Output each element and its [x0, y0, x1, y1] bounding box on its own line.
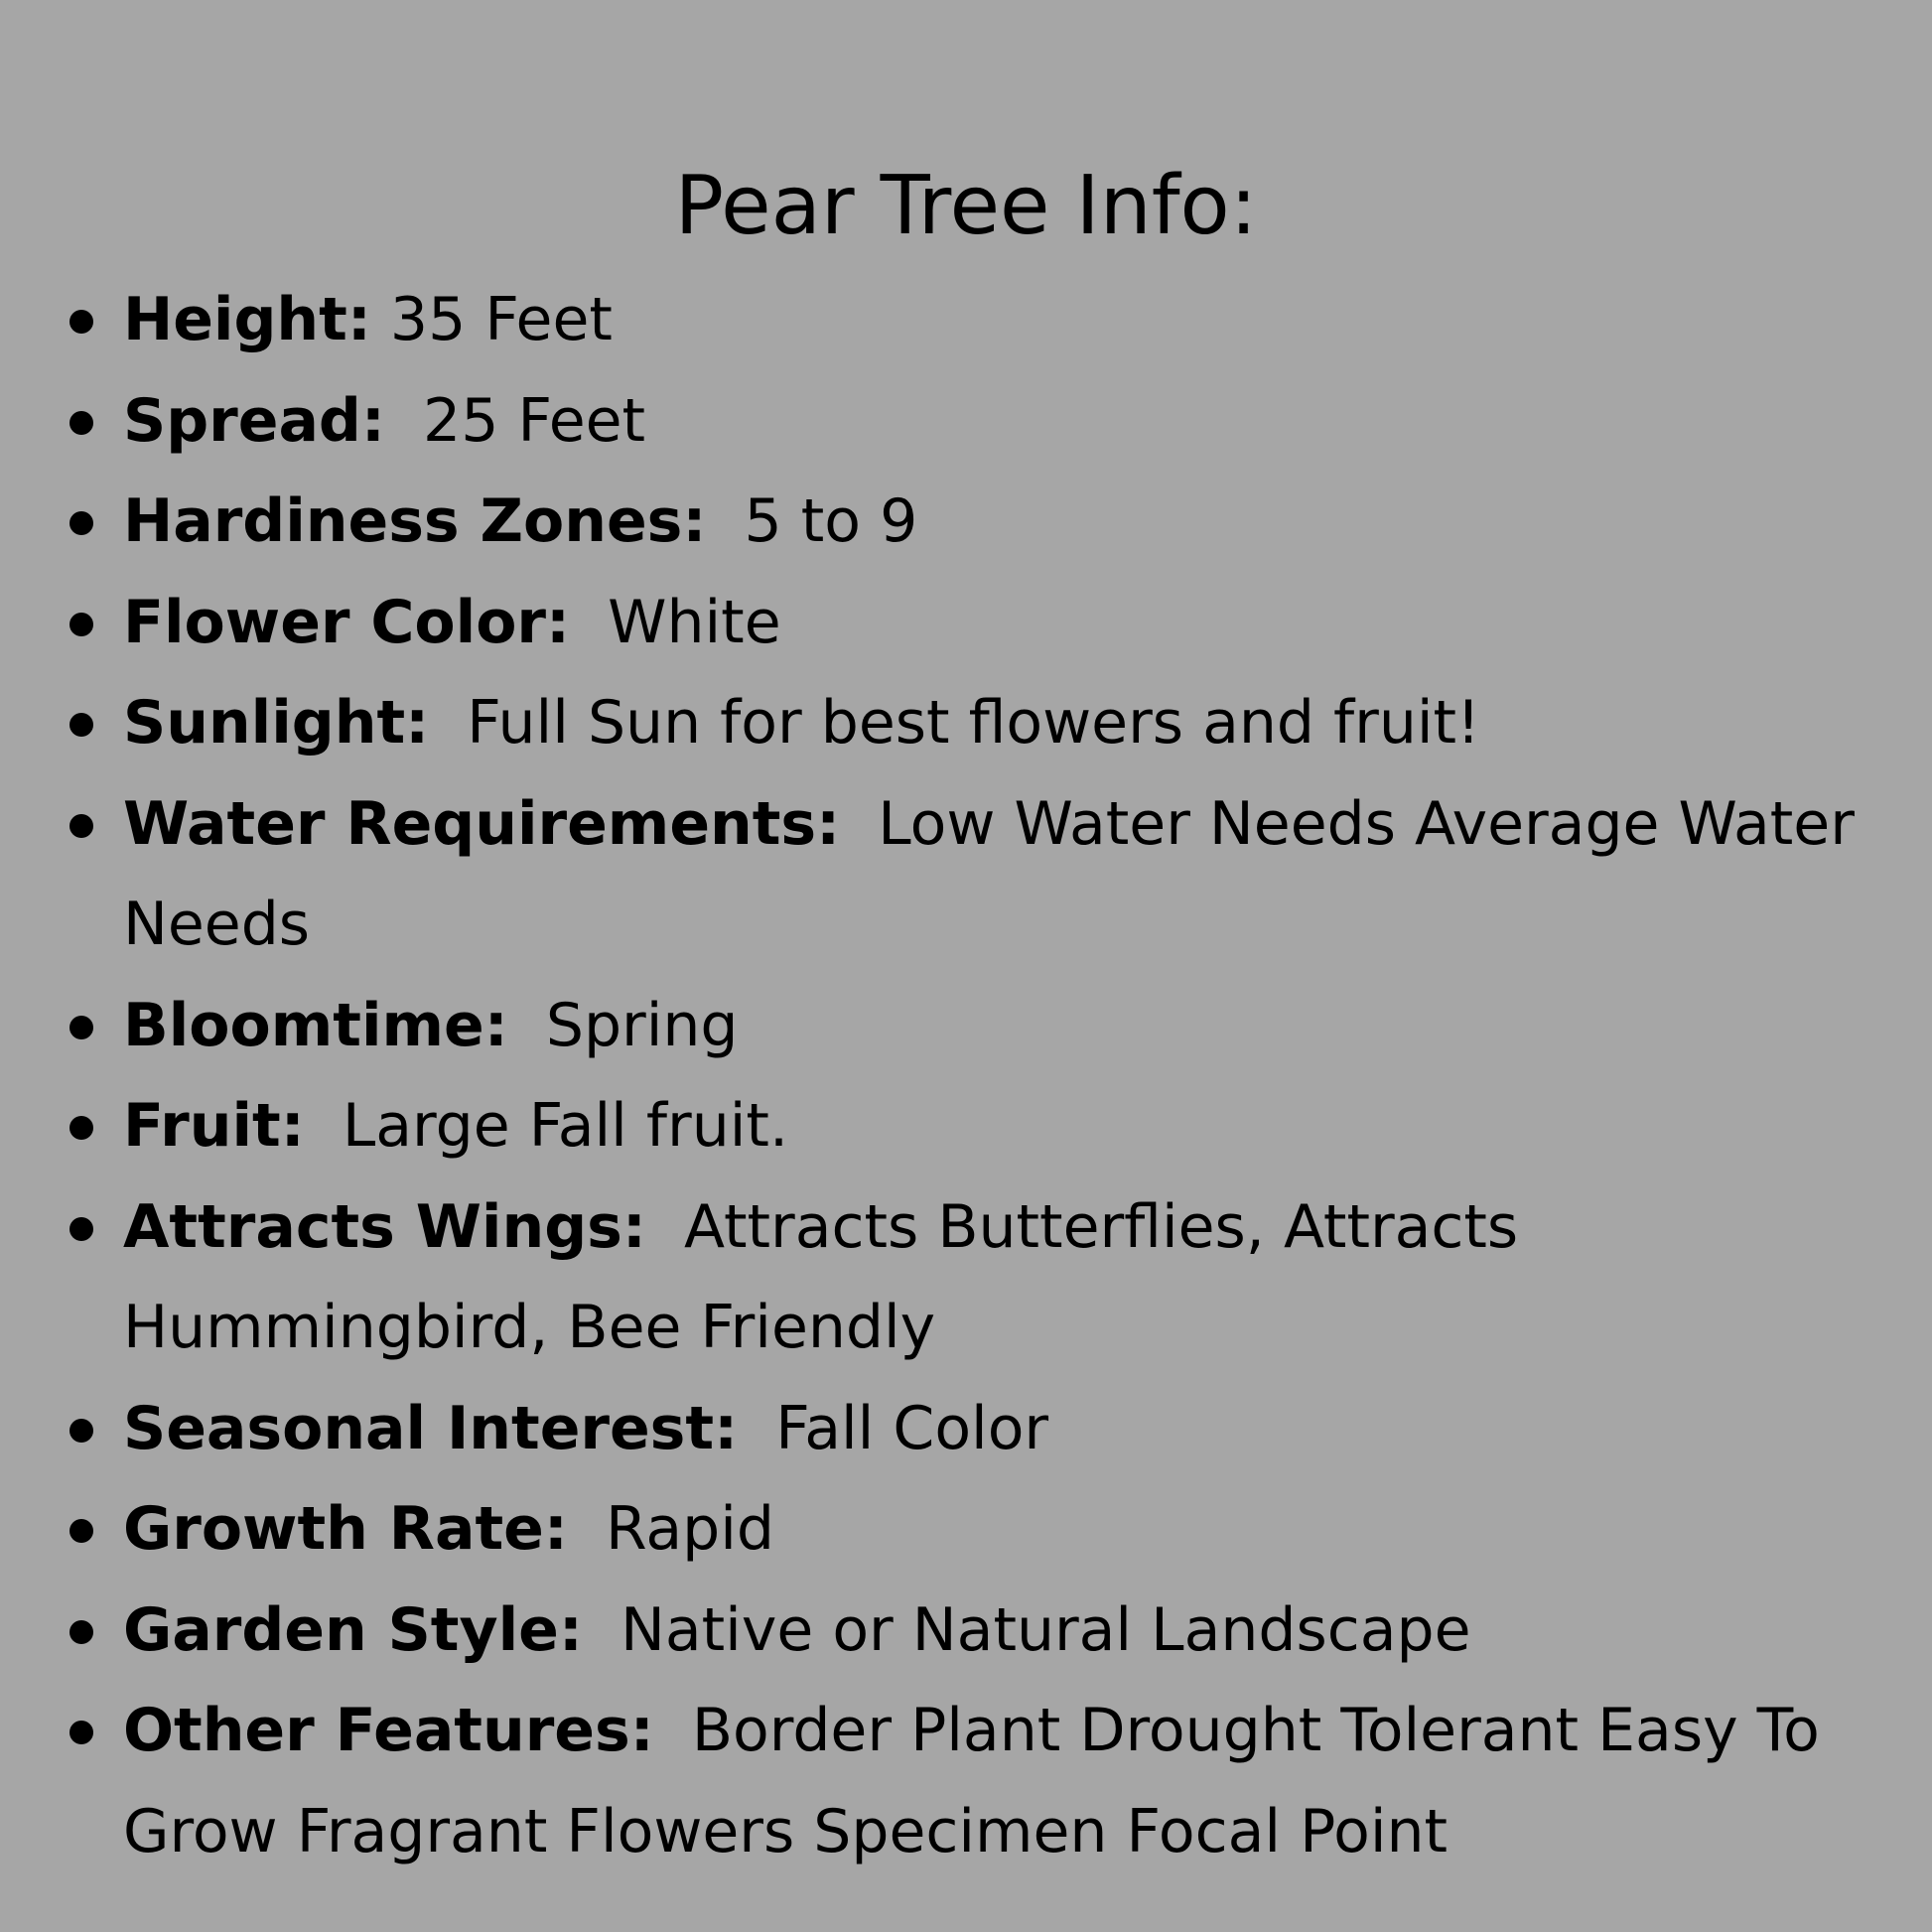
list-item-hardiness-zones — [123, 472, 1900, 573]
list-item-sunlight — [123, 673, 1900, 774]
bullet-icon — [69, 1620, 93, 1644]
item-value: Fall Color — [775, 1393, 1049, 1463]
bullet-icon — [69, 1419, 93, 1443]
bullet-icon — [69, 1721, 93, 1744]
item-label: Attracts Wings: — [123, 1191, 646, 1262]
bullet-icon — [69, 1519, 93, 1543]
item-label: Spread: — [123, 385, 385, 456]
bullet-icon — [69, 411, 93, 435]
item-label: Seasonal Interest: — [123, 1393, 739, 1463]
bullet-icon — [69, 713, 93, 737]
item-label: Fruit: — [123, 1091, 305, 1161]
item-label: Sunlight: — [123, 688, 430, 758]
list-item-fruit — [123, 1076, 1900, 1177]
item-value: 5 to 9 — [744, 486, 918, 556]
item-value: Native or Natural Landscape — [621, 1594, 1471, 1665]
bullet-icon — [69, 1116, 93, 1140]
list-item-growth-rate — [123, 1479, 1900, 1581]
item-value: 25 Feet — [423, 385, 646, 456]
info-list — [123, 270, 1900, 1882]
list-item-attracts-wings — [123, 1177, 1900, 1379]
item-label: Hardiness Zones: — [123, 486, 707, 556]
item-label: Bloomtime: — [123, 990, 508, 1060]
list-item-seasonal-interest — [123, 1379, 1900, 1480]
item-label: Growth Rate: — [123, 1494, 568, 1564]
list-item-bloomtime — [123, 976, 1900, 1077]
item-value: White — [608, 587, 781, 657]
bullet-icon — [69, 511, 93, 535]
list-item-other-features — [123, 1681, 1900, 1882]
bullet-icon — [69, 1016, 93, 1039]
list-item-water-requirements — [123, 774, 1900, 976]
item-value: Rapid — [606, 1494, 774, 1564]
item-value: Spring — [545, 990, 739, 1060]
item-value: Border Plant Drought Tolerant Easy To Grow Fragrant Flowers Specimen Focal Point — [123, 1696, 1820, 1866]
list-item-flower-color — [123, 573, 1900, 674]
item-value: 35 Feet — [389, 285, 613, 354]
bullet-icon — [69, 1217, 93, 1241]
item-label: Other Features: — [123, 1696, 654, 1765]
item-label: Flower Color: — [123, 587, 570, 657]
list-item-spread — [123, 371, 1900, 473]
list-item-garden-style — [123, 1581, 1900, 1682]
bullet-icon — [69, 613, 93, 636]
page-title: Pear Tree Info: — [674, 159, 1258, 253]
item-value: Large Fall fruit. — [342, 1091, 789, 1161]
item-label: Garden Style: — [123, 1594, 583, 1665]
item-label: Height: — [123, 285, 371, 354]
bullet-icon — [69, 310, 93, 334]
item-value: Low Water Needs Average Water Needs — [123, 788, 1855, 959]
item-label: Water Requirements: — [123, 788, 841, 859]
item-value: Attracts Butterflies, Attracts Hummingbird, Bee Friendly — [123, 1191, 1519, 1362]
list-item-height — [123, 270, 1900, 371]
bullet-icon — [69, 814, 93, 838]
item-value: Full Sun for best flowers and fruit! — [467, 688, 1481, 758]
